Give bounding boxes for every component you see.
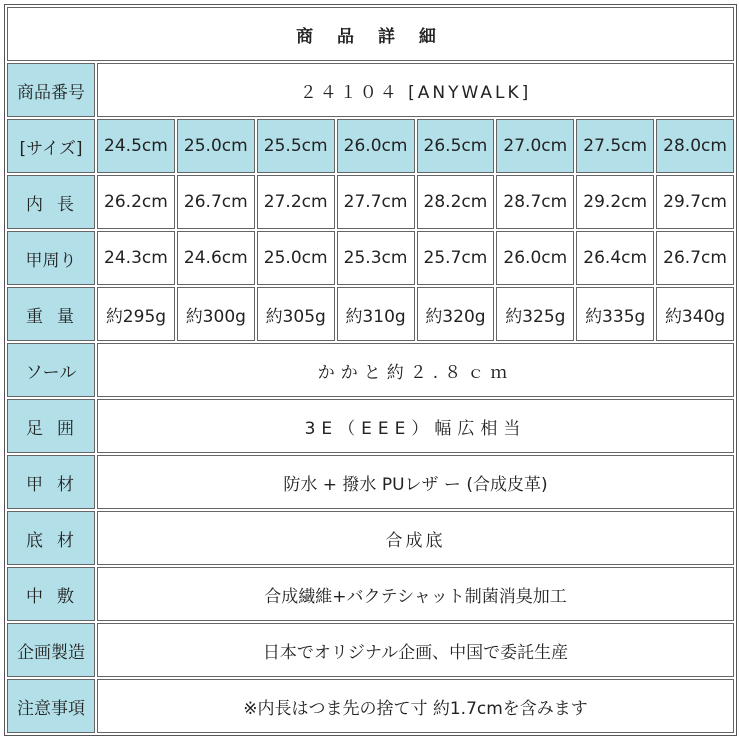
inner-length-value: 28.2cm [417,175,495,229]
size-value: 26.0cm [337,119,415,173]
upper-material-label: 甲材 [7,455,95,509]
note-row [7,679,734,733]
instep-label: 甲周り [7,231,95,285]
bottom-material-label: 底材 [7,511,95,565]
insole-row [7,567,734,621]
instep-value: 24.3cm [97,231,175,285]
bottom-material-value: 合成底 [97,511,734,565]
inner-length-value: 29.2cm [576,175,654,229]
foot-width-value: 3E（EEE）幅広相当 [97,399,734,453]
inner-length-value: 27.2cm [257,175,335,229]
upper-material-value: 防水 + 撥水 PUレザ ー (合成皮革) [97,455,734,509]
size-value: 27.5cm [576,119,654,173]
size-value: 26.5cm [417,119,495,173]
sole-label: ソール [7,343,95,397]
product-detail-table [4,4,737,736]
inner-length-value: 27.7cm [337,175,415,229]
weight-row [7,287,734,341]
weight-value: 約320g [417,287,495,341]
instep-row [7,231,734,285]
foot-width-label: 足囲 [7,399,95,453]
inner-length-value: 26.2cm [97,175,175,229]
insole-value: 合成繊維+バクテシャット制菌消臭加工 [97,567,734,621]
size-value: 27.0cm [496,119,574,173]
instep-value: 25.7cm [417,231,495,285]
weight-label: 重量 [7,287,95,341]
product-number-label: 商品番号 [7,63,95,117]
instep-value: 25.3cm [337,231,415,285]
size-value: 25.5cm [257,119,335,173]
production-row [7,623,734,677]
weight-value: 約295g [97,287,175,341]
instep-value: 25.0cm [257,231,335,285]
table-title: 商 品 詳 細 [7,7,734,61]
instep-value: 26.4cm [576,231,654,285]
instep-value: 26.0cm [496,231,574,285]
weight-value: 約335g [576,287,654,341]
weight-value: 約300g [177,287,255,341]
inner-length-value: 28.7cm [496,175,574,229]
bottom-material-row [7,511,734,565]
size-value: 24.5cm [97,119,175,173]
note-label: 注意事項 [7,679,95,733]
foot-width-row [7,399,734,453]
inner-length-label: 内長 [7,175,95,229]
sole-row [7,343,734,397]
upper-material-row [7,455,734,509]
weight-value: 約325g [496,287,574,341]
weight-value: 約305g [257,287,335,341]
insole-label: 中敷 [7,567,95,621]
size-label: [サイズ] [7,119,95,173]
inner-length-value: 26.7cm [177,175,255,229]
title-row [7,7,734,61]
product-number-row [7,63,734,117]
weight-value: 約340g [656,287,734,341]
weight-value: 約310g [337,287,415,341]
size-value: 25.0cm [177,119,255,173]
sole-value: かかと約２.８ｃｍ [97,343,734,397]
production-label: 企画製造 [7,623,95,677]
product-number-value: ２４１０４ [ANYWALK] [97,63,734,117]
inner-length-row [7,175,734,229]
instep-value: 24.6cm [177,231,255,285]
instep-value: 26.7cm [656,231,734,285]
production-value: 日本でオリジナル企画、中国で委託生産 [97,623,734,677]
size-row [7,119,734,173]
note-value: ※内長はつま先の捨て寸 約1.7cmを含みます [97,679,734,733]
size-value: 28.0cm [656,119,734,173]
inner-length-value: 29.7cm [656,175,734,229]
